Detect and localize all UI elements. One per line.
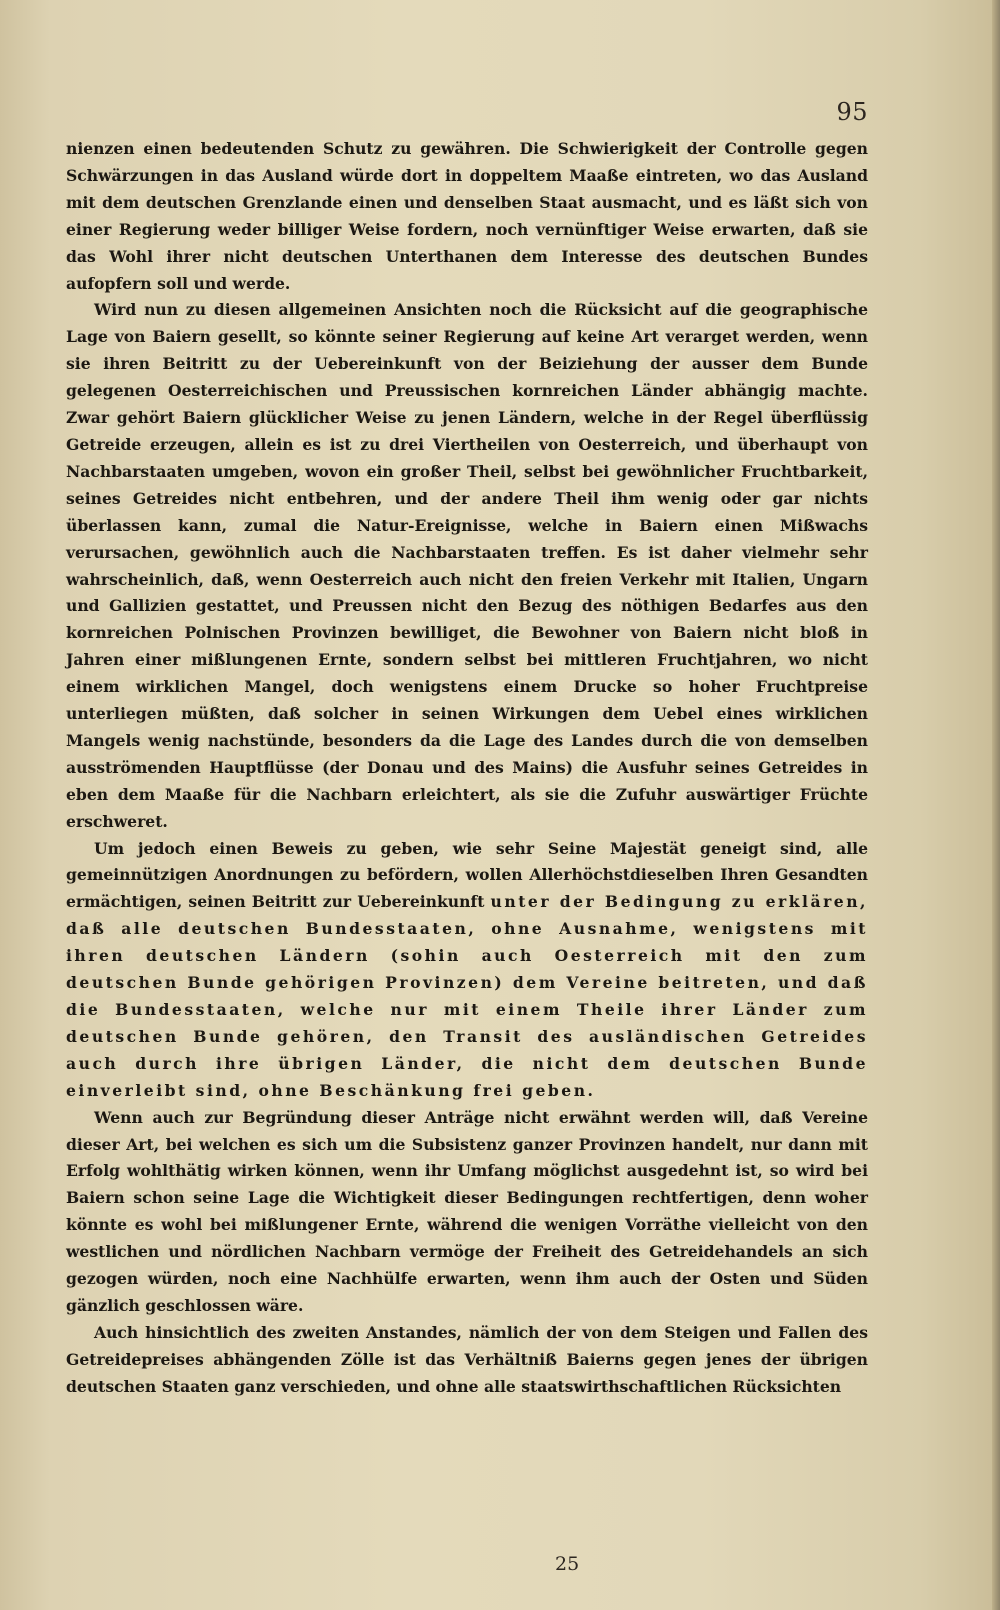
body-text: [66, 136, 868, 1401]
paragraph-4: Wenn auch zur Begründung dieser Anträge nicht erwähnt werden will, daß Vereine dieser Art, bei welchen es sich um die Subsistenz ganzer Provinzen handelt, nur dann mit Erfolg wohlthätig wirken können, wenn ihr Umfang möglichst ausgedehnt ist, so wird bei Baiern schon seine Lage die Wichtigkeit dieser Bedingungen rechtfertigen, denn woher könnte es wohl bei mißlungener Ernte, während die wenigen Vorräthe vielleicht von den westlichen und nördlichen Nachbarn vermöge der Freiheit des Getreidehandels an sich gezogen würden, noch eine Nachhülfe erwarten, wenn ihm auch der Osten und Süden gänzlich geschlossen wäre.: [66, 1107, 868, 1315]
paragraph-3-spaced-text: unter der Bedingung zu erklären, daß alle deutschen Bundesstaaten, ohne Ausnahme, wenigstens mit ihren deutschen Ländern (sohin auch Oesterreich mit den zum deutschen Bunde gehörigen Provinzen) dem Vereine beitreten, und daß die Bundesstaaten, welche nur mit einem Theile ihrer Länder zum deutschen Bunde gehören, den Transit des ausländischen Getreides auch durch ihre übrigen Länder, die nicht dem deutschen Bunde einverleibt sind, ohne Beschänkung frei geben.: [66, 892, 868, 1100]
paragraph-3: [66, 836, 868, 1105]
page-number: 95: [836, 98, 868, 126]
paragraph-5: Auch hinsichtlich des zweiten Anstandes, nämlich der von dem Steigen und Fallen des Getreidepreises abhängenden Zölle ist das Verhältniß Baierns gegen jenes der übrigen deutschen Staaten ganz verschieden, und ohne alle staatswirthschaftlichen Rücksichten: [66, 1322, 868, 1396]
paragraph-3-text: Um jedoch einen Beweis zu geben, wie sehr Seine Majestät geneigt sind, alle gemeinnützigen Anordnungen zu befördern, wollen Allerhöchstdieselben Ihren Gesandten ermächtigen, seinen Beitritt zur Uebereinkunft: [66, 838, 868, 912]
paragraph-1: nienzen einen bedeutenden Schutz zu gewähren. Die Schwierigkeit der Controlle gegen Schwärzungen in das Ausland würde dort in doppeltem Maaße eintreten, wo das Ausland mit dem deutschen Grenzlande einen und denselben Staat ausmacht, und es läßt sich von einer Regierung weder billiger Weise fordern, noch vernünftiger Weise erwarten, daß sie das Wohl ihrer nicht deutschen Unterthanen dem Interesse des deutschen Bundes aufopfern soll und werde.: [66, 139, 868, 293]
page-edge-shadow: [992, 0, 1000, 1610]
signature-mark: 25: [555, 1553, 580, 1575]
paragraph-2: Wird nun zu diesen allgemeinen Ansichten noch die Rücksicht auf die geographische Lage von Baiern gesellt, so könnte seiner Regierung auf keine Art verarget werden, wenn sie ihren Beitritt zu der Uebereinkunft von der Beiziehung der ausser dem Bunde gelegenen Oesterreichischen und Preussischen kornreichen Länder abhängig machte. Zwar gehört Baiern glücklicher Weise zu jenen Ländern, welche in der Regel überflüssig Getreide erzeugen, allein es ist zu drei Viertheilen von Oesterreich, und überhaupt von Nachbarstaaten umgeben, wovon ein großer Theil, selbst bei gewöhnlicher Fruchtbarkeit, seines Getreides nicht entbehren, und der andere Theil ihm wenig oder gar nichts überlassen kann, zumal die Natur-Ereignisse, welche in Baiern einen Mißwachs verursachen, gewöhnlich auch die Nachbarstaaten treffen. Es ist daher vielmehr sehr wahrscheinlich, daß, wenn Oesterreich auch nicht den freien Verkehr mit Italien, Ungarn und Gallizien gestattet, und Preussen nicht den Bezug des nöthigen Bedarfes aus den kornreichen Polnischen Provinzen bewilliget, die Bewohner von Baiern nicht bloß in Jahren einer mißlungenen Ernte, sondern selbst bei mittleren Fruchtjahren, wo nicht einem wirklichen Mangel, doch wenigstens einem Drucke so hoher Fruchtpreise unterliegen müßten, daß solcher in seinen Wirkungen dem Uebel eines wirklichen Mangels wenig nachstünde, besonders da die Lage des Landes durch die von demselben ausströmenden Hauptflüsse (der Donau und des Mains) die Ausfuhr seines Getreides in eben dem Maaße für die Nachbarn erleichtert, als sie die Zufuhr auswärtiger Früchte erschweret.: [66, 300, 868, 831]
